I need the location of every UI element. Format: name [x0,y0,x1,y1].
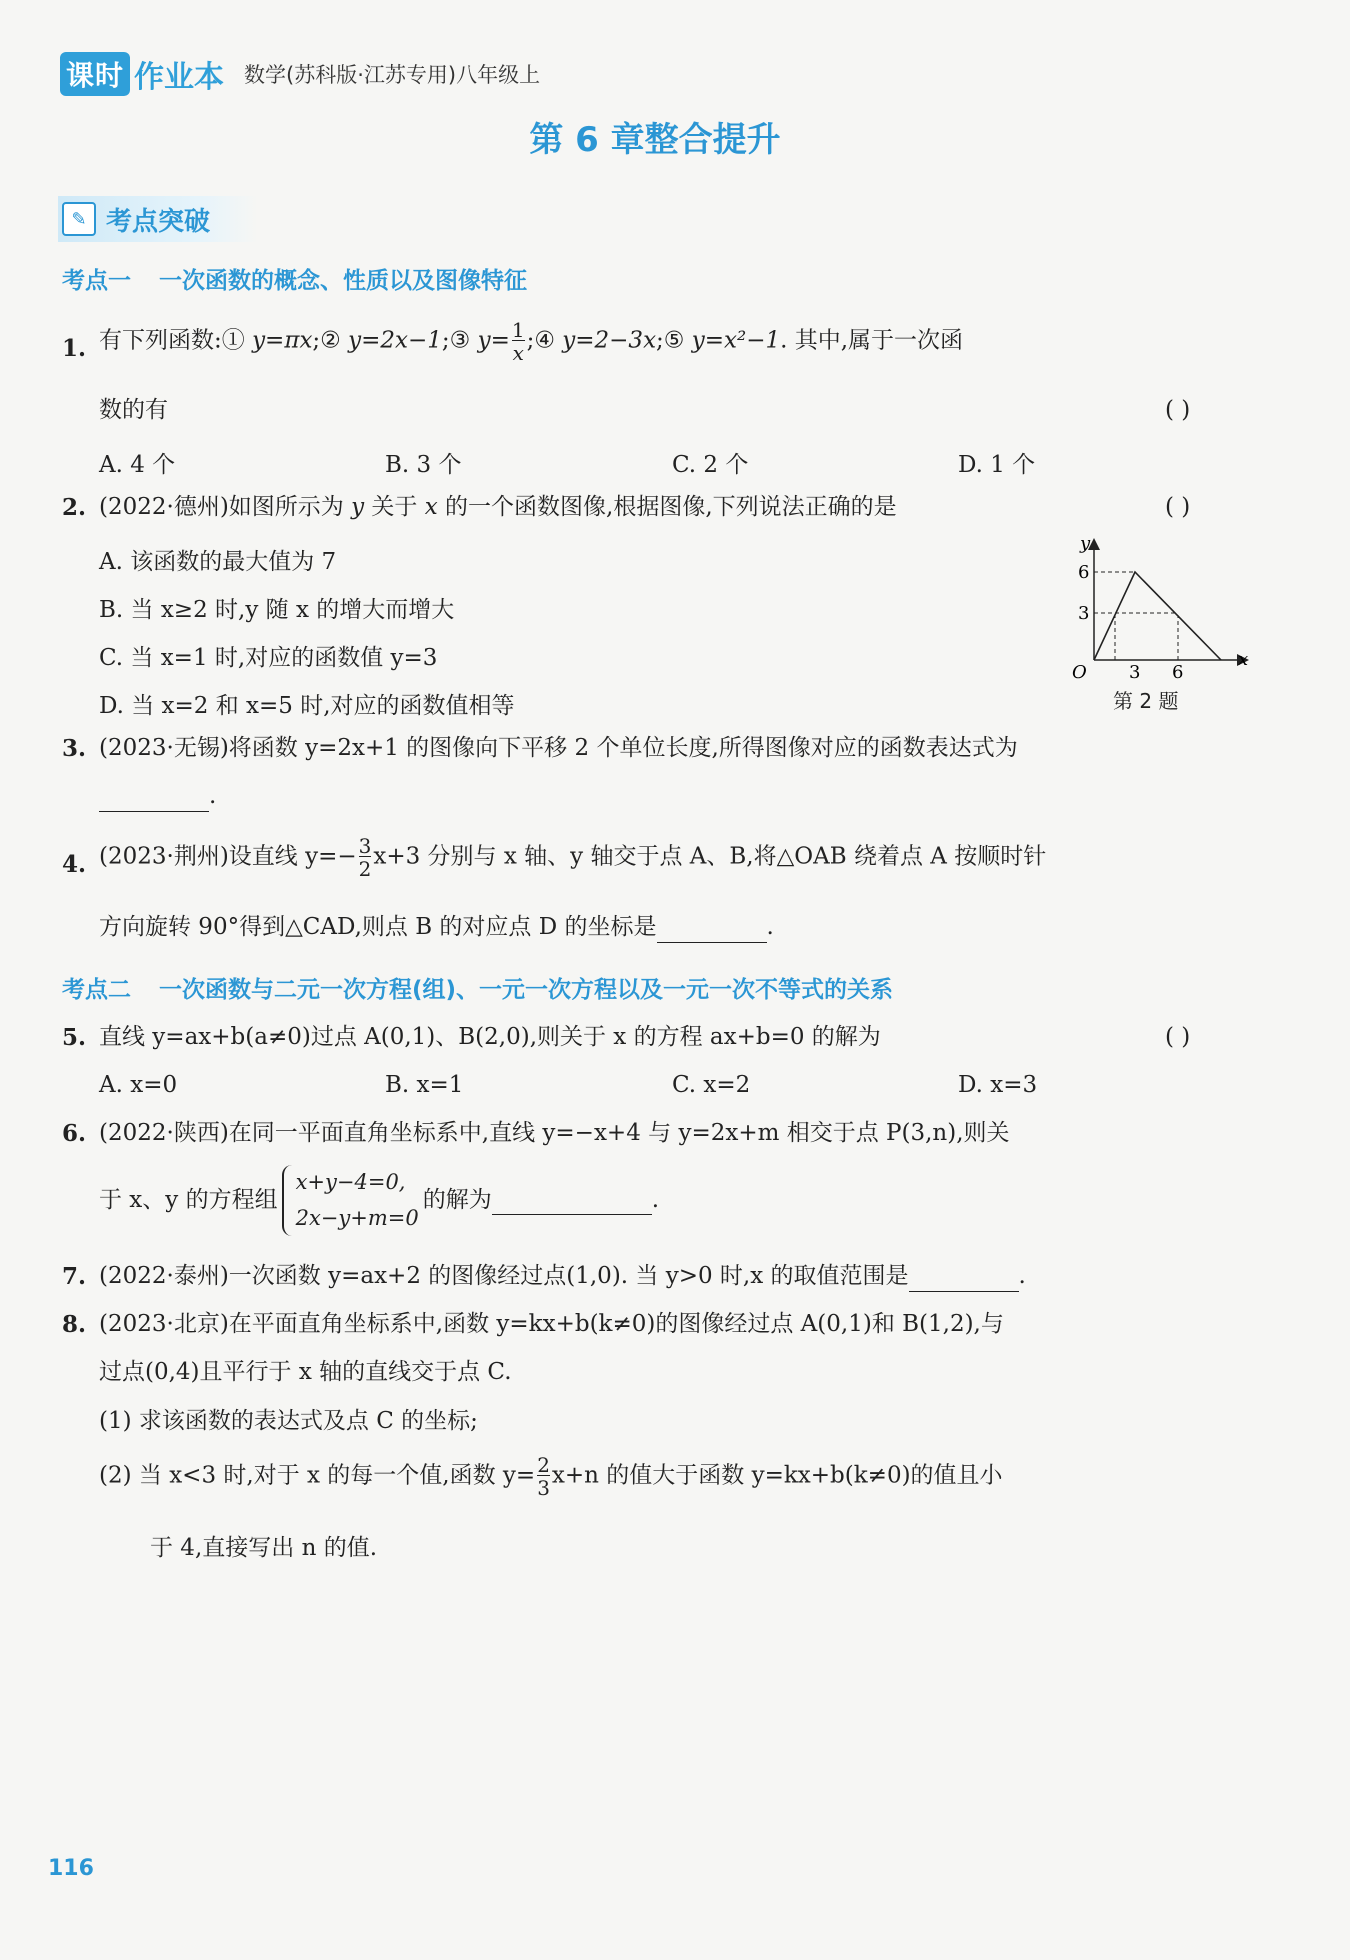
q1-f5: y=x²−1 [691,327,781,354]
q4-text: (2023·荆州)设直线 y=− [99,843,357,870]
q8-sub2-line2: 于 4,直接写出 n 的值. [150,1535,378,1561]
frac-num: 1 [511,318,525,342]
q6-end: . [651,1186,660,1213]
frac-den: 2 [358,857,372,881]
q2-text: 关于 [364,494,425,520]
q5-number: 5. [62,1024,87,1051]
q1-number: 1. [62,335,87,362]
pencil-icon: ✎ [62,202,96,236]
q6-line2 [99,1165,659,1236]
q1-fraction [512,320,525,363]
q6-text: 的解为 [422,1186,492,1213]
frac-den: 3 [537,1476,550,1500]
q2-stem [99,494,897,522]
function-line [1094,572,1221,660]
q5-answer-paren: ( ) [1165,1024,1191,1050]
frac-num: 2 [537,1453,550,1477]
q1-f1: y=πx [252,327,313,354]
kaodian-2-label: 考点二 [62,977,131,1003]
q1-choice-c: C. 2 个 [672,452,749,478]
q1-stem [99,320,963,363]
q6-blank[interactable] [492,1186,652,1215]
q7-text: (2022·泰州)一次函数 y=ax+2 的图像经过点(1,0). 当 y>0 时,x 的取值范围是 [99,1263,909,1289]
frac-num: 3 [358,834,372,858]
q1-f4: y=2−3x [562,327,657,354]
q1-f3: y= [477,327,510,354]
q8-sub1: (1) 求该函数的表达式及点 C 的坐标; [99,1408,478,1434]
q1-answer-paren: ( ) [1165,397,1191,423]
q2-choice-d: D. 当 x=2 和 x=5 时,对应的函数值相等 [99,693,515,719]
q3-stem: (2023·无锡)将函数 y=2x+1 的图像向下平移 2 个单位长度,所得图像对应的函数表达式为 [99,735,1018,761]
q3-end: . [209,783,217,809]
q3-number: 3. [62,735,87,762]
q6-number: 6. [62,1120,87,1147]
q7-blank[interactable] [909,1263,1019,1292]
q2-answer-paren: ( ) [1165,494,1191,520]
q2-var: y [351,494,365,520]
q3-answer [99,783,216,812]
q5-choice-b: B. x=1 [385,1072,464,1098]
q2-text: (2022·德州)如图所示为 [99,494,352,520]
brace [282,1165,294,1236]
q8-text: x+n 的值大于函数 y=kx+b(k≠0)的值且小 [551,1462,1003,1489]
q2-number: 2. [62,494,87,521]
q8-number: 8. [62,1311,87,1338]
equation-2: 2x−y+m=0 [295,1205,419,1230]
page-number: 116 [48,1856,94,1881]
x-label: x [1238,649,1249,670]
q2-figure-caption: 第 2 题 [1113,689,1179,713]
y-label: y [1080,535,1091,554]
q1-text: 有下列函数:① [99,327,253,354]
section-banner [58,196,258,242]
q1-text: ;⑤ [656,327,692,354]
q7-stem [99,1263,1026,1292]
q3-blank[interactable] [99,783,209,812]
section-title: 考点突破 [106,206,211,237]
y-tick-6: 6 [1078,562,1090,583]
q4-text: x+3 分别与 x 轴、y 轴交于点 A、B,将△OAB 绕着点 A 按顺时针 [373,843,1047,870]
q8-sub2 [99,1455,1003,1498]
q5-choice-d: D. x=3 [958,1072,1038,1098]
q4-fraction [359,836,372,879]
q4-blank[interactable] [657,914,767,943]
q8-stem: (2023·北京)在平面直角坐标系中,函数 y=kx+b(k≠0)的图像经过点 A(0,1)和 B(1,2),与 [99,1311,1004,1337]
logo-rest: 作业本 [134,60,225,95]
q5-choice-c: C. x=2 [672,1072,751,1098]
equation-1: x+y−4=0, [295,1170,406,1194]
q1-choice-b: B. 3 个 [385,452,462,478]
q1-line2: 数的有 [99,397,168,423]
q8-fraction [537,1455,550,1498]
q1-f2: y=2x−1 [348,327,442,354]
q1-choice-a: A. 4 个 [99,452,176,478]
chapter-title: 第 6 章整合提升 [529,120,781,160]
q2-choice-b: B. 当 x≥2 时,y 随 x 的增大而增大 [99,597,455,623]
q2-text: 的一个函数图像,根据图像,下列说法正确的是 [437,494,897,520]
kaodian-2-title: 一次函数与二元一次方程(组)、一元一次方程以及一元一次不等式的关系 [159,977,894,1003]
y-tick-3: 3 [1078,603,1090,624]
q6-text: 于 x、y 的方程组 [99,1186,278,1213]
q1-text: ;④ [526,327,563,354]
q1-text: . 其中,属于一次函 [780,327,964,354]
q8-text: (2) 当 x<3 时,对于 x 的每一个值,函数 y= [99,1462,536,1489]
q5-choice-a: A. x=0 [99,1072,178,1098]
q6-stem: (2022·陕西)在同一平面直角坐标系中,直线 y=−x+4 与 y=2x+m 相交于点 P(3,n),则关 [99,1120,1010,1146]
subject-label: 数学(苏科版·江苏专用)八年级上 [244,63,541,87]
q1-text: ;② [312,327,349,354]
q1-text: ;③ [441,327,478,354]
equation-system [282,1165,419,1236]
x-tick-6: 6 [1172,662,1184,680]
q2-choice-a: A. 该函数的最大值为 7 [99,549,337,575]
kaodian-1 [62,262,527,295]
kaodian-2 [62,971,893,1004]
q2-choice-c: C. 当 x=1 时,对应的函数值 y=3 [99,645,438,671]
q8-line2: 过点(0,4)且平行于 x 轴的直线交于点 C. [99,1359,512,1385]
q7-end: . [1018,1263,1026,1289]
logo: 课时 [60,52,130,96]
x-tick-3: 3 [1129,662,1141,680]
q7-number: 7. [62,1263,87,1290]
header [60,52,540,96]
q5-stem: 直线 y=ax+b(a≠0)过点 A(0,1)、B(2,0),则关于 x 的方程 ax+b=0 的解为 [99,1024,881,1050]
q4-number: 4. [62,851,87,878]
q4-end: . [766,914,774,940]
q4-line2 [99,914,774,943]
q2-graph [1060,535,1260,680]
kaodian-1-title: 一次函数的概念、性质以及图像特征 [159,268,527,294]
q4-stem [99,836,1046,879]
kaodian-1-label: 考点一 [62,268,131,294]
origin-label: O [1072,662,1087,680]
q2-var: x [424,494,438,520]
frac-den: x [512,341,524,365]
q1-choice-d: D. 1 个 [958,452,1036,478]
q4-text: 方向旋转 90°得到△CAD,则点 B 的对应点 D 的坐标是 [99,914,657,940]
